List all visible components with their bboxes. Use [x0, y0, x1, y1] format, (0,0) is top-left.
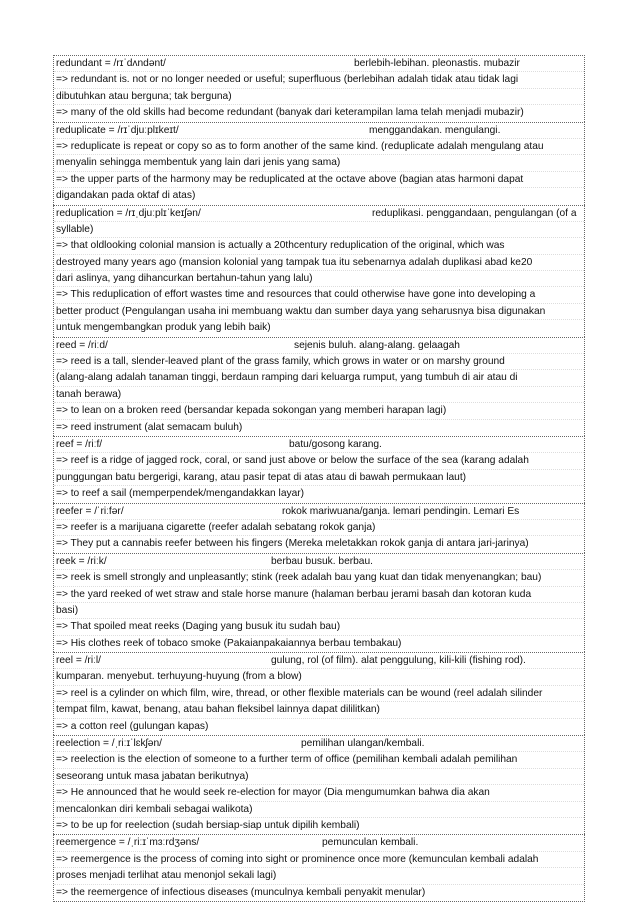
dictionary-document — [53, 55, 585, 902]
entry-example-line: => the reemergence of infectious diseases (munculnya kembali penyakit menular) — [56, 886, 426, 898]
entry-example-line: => that oldlooking colonial mansion is actually a 20thcentury reduplication of the original, which was — [54, 238, 584, 254]
entry-word-pronunciation: reelection = /ˌriːɪˈlɛkʃən/ — [56, 738, 162, 750]
entry-example-line: => reduplicate is repeat or copy so as to form another of the same kind. (reduplicate adalah mengulang atau — [54, 139, 584, 155]
entry-headline — [54, 56, 584, 72]
entry-word-pronunciation: redundant = /rɪˈdʌndənt/ — [56, 58, 166, 69]
entry-meaning: sejenis buluh. alang-alang. gelaagah — [294, 339, 460, 351]
entry-example-line: => reemergence is the process of coming into sight or prominence once more (kemunculan kembali adalah — [54, 852, 584, 868]
entry-example-line: => the yard reeked of wet straw and stale horse manure (halaman berbau jerami basah dan kotoran kuda — [54, 587, 584, 603]
entry-example-line: => a cotton reel (gulungan kapas) — [56, 720, 209, 732]
entry-text-line: destroyed many years ago (mansion kolonial yang tampak tua itu sebenarnya adalah duplikasi abad ke20 — [54, 255, 584, 271]
entry-headline — [54, 835, 584, 851]
dictionary-entry — [53, 735, 585, 834]
entry-example-line: => He announced that he would seek re-election for mayor (Dia mengumumkan bahwa dia akan — [54, 785, 584, 801]
entry-text-line: mencalonkan diri kembali sebagai walikota) — [54, 802, 584, 818]
entry-meaning: reduplikasi. penggandaan, pengulangan (of a — [372, 207, 577, 219]
entry-example-line: => to lean on a broken reed (bersandar kepada sokongan yang memberi harapan lagi) — [54, 403, 584, 419]
entry-example-line: => reef is a ridge of jagged rock, coral, or sand just above or below the surface of the sea (karang adalah — [54, 453, 584, 469]
entry-example-line: => many of the old skills had become redundant (banyak dari keterampilan lama telah menjadi mubazir) — [56, 107, 524, 119]
entry-headline — [54, 338, 584, 354]
entry-headline — [54, 123, 584, 139]
entry-example-line: => reelection is the election of someone to a further term of office (pemilihan kembali adalah pemilihan — [54, 752, 584, 768]
entry-headline — [54, 206, 584, 222]
entry-text-line: basi) — [54, 603, 584, 619]
entry-text-line: tempat film, kawat, benang, atau bahan fleksibel lainnya dapat dililitkan) — [54, 702, 584, 718]
entry-text-line: dari aslinya, yang dihancurkan bertahun-tahun yang lalu) — [54, 271, 584, 287]
entry-example-line: => reed instrument (alat semacam buluh) — [56, 421, 243, 433]
entry-word-pronunciation: reel = /riːl/ — [56, 655, 102, 667]
dictionary-entry — [53, 503, 585, 553]
entry-example-line: => reel is a cylinder on which film, wire, thread, or other flexible materials can be wound (reel adalah silinder — [54, 686, 584, 702]
entry-example-line: => This reduplication of effort wastes time and resources that could otherwise have gone into developing a — [54, 287, 584, 303]
entry-example-line: => the upper parts of the harmony may be reduplicated at the octave above (bagian atas harmoni dapat — [54, 172, 584, 188]
dictionary-entry — [53, 337, 585, 436]
entry-text-line: proses menjadi terlihat atau menonjol sekali lagi) — [54, 868, 584, 884]
entry-text-line: menyalin sehingga membentuk yang lain dari jenis yang sama) — [54, 155, 584, 171]
entry-meaning: berbau busuk. berbau. — [271, 555, 373, 567]
entry-headline — [54, 653, 584, 669]
entry-text-line: better product (Pengulangan usaha ini membuang waktu dan sumber daya yang seharusnya bisa digunakan — [54, 304, 584, 320]
entry-meaning: menggandakan. mengulangi. — [369, 124, 501, 136]
entry-example-line: => to reef a sail (memperpendek/mengandakkan layar) — [56, 488, 305, 500]
entry-word-pronunciation: reed = /riːd/ — [56, 339, 108, 351]
entry-example-line: => redundant is. not or no longer needed or useful; superfluous (berlebihan adalah tidak atau tidak lagi — [54, 72, 584, 88]
entry-text-line: (alang-alang adalah tanaman tinggi, berdaun ramping dari keluarga rumput, yang tumbuh di air atau di — [54, 370, 584, 386]
dictionary-entry — [53, 122, 585, 205]
entry-meaning: gulung, rol (of film). alat penggulung, kili-kili (fishing rod). — [271, 655, 526, 667]
entry-text-line: untuk mengembangkan produk yang lebih baik) — [56, 322, 271, 334]
entry-text-line: syllable) — [54, 222, 584, 238]
entry-word-pronunciation: reef = /riːf/ — [56, 438, 103, 450]
entry-word-pronunciation: reemergence = /ˌriːɪˈmɜːrdʒəns/ — [56, 837, 200, 849]
entry-word-pronunciation: reduplicate = /rɪˈdjuːplɪkeɪt/ — [56, 124, 179, 136]
entry-meaning: berlebih-lebihan. pleonastis. mubazir — [354, 58, 520, 69]
entry-example-line: => They put a cannabis reefer between his fingers (Mereka meletakkan rokok ganja di antara jari-jarinya) — [56, 538, 529, 550]
entry-text-line: punggungan batu bergerigi, karang, atau pasir tepat di atas atau di bawah permukaan laut) — [54, 470, 584, 486]
dictionary-entry — [53, 652, 585, 735]
entry-word-pronunciation: reek = /riːk/ — [56, 555, 107, 567]
entry-example-line: => reed is a tall, slender-leaved plant of the grass family, which grows in water or on marshy ground — [54, 354, 584, 370]
entry-headline — [54, 554, 584, 570]
entry-word-pronunciation: reefer = /ˈriːfər/ — [56, 505, 124, 517]
dictionary-entry — [53, 834, 585, 902]
entry-example-line: => reek is smell strongly and unpleasantly; stink (reek adalah bau yang kuat dan tidak menyenangkan; bau) — [54, 570, 584, 586]
entry-example-line: => His clothes reek of tobaco smoke (Pakaianpakaiannya berbau tembakau) — [56, 637, 402, 649]
entry-example-line: => That spoiled meat reeks (Daging yang busuk itu sudah bau) — [54, 619, 584, 635]
entry-text-line: seseorang untuk masa jabatan berikutnya) — [54, 769, 584, 785]
dictionary-entry — [53, 55, 585, 122]
entry-meaning: pemunculan kembali. — [322, 837, 419, 849]
entry-text-line: tanah berawa) — [54, 387, 584, 403]
entry-meaning: rokok mariwuana/ganja. lemari pendingin. Lemari Es — [282, 505, 520, 517]
entry-headline — [54, 437, 584, 453]
entry-text-line: kumparan. menyebut. terhuyung-huyung (from a blow) — [54, 669, 584, 685]
entry-meaning: pemilihan ulangan/kembali. — [301, 738, 425, 750]
dictionary-entry — [53, 436, 585, 503]
entry-text-line: dibutuhkan atau berguna; tak berguna) — [54, 89, 584, 105]
entry-text-line: digandakan pada oktaf di atas) — [56, 190, 196, 202]
entry-headline — [54, 504, 584, 520]
entry-headline — [54, 736, 584, 752]
dictionary-entry — [53, 553, 585, 652]
entry-example-line: => to be up for reelection (sudah bersiap-siap untuk dipilih kembali) — [56, 819, 360, 831]
entry-example-line: => reefer is a marijuana cigarette (reefer adalah sebatang rokok ganja) — [54, 520, 584, 536]
entry-word-pronunciation: reduplication = /rɪˌdjuːplɪˈkeɪʃən/ — [56, 207, 201, 219]
entry-meaning: batu/gosong karang. — [289, 438, 382, 450]
dictionary-entry — [53, 205, 585, 337]
